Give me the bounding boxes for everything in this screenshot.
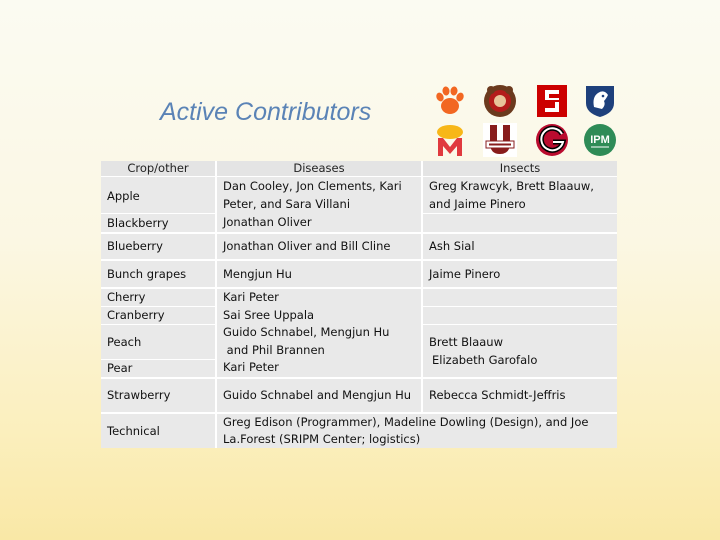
crop-peach: Peach [101,325,215,359]
clemson-paw-logo [432,83,468,119]
insects-pear: Elizabeth Garofalo [432,353,538,367]
nc-state-logo [534,83,570,119]
diseases-cherry-to-pear [217,289,421,377]
header-crop: Crop/other [101,161,215,176]
insects-blueberry: Ash Sial [423,234,617,259]
insects-peach-pear [423,325,617,377]
insects-blackberry [423,214,617,232]
umass-logo [482,122,518,158]
insects-apple [423,177,617,213]
crop-bunch-grapes: Bunch grapes [101,261,215,287]
insects-bunch-grapes: Jaime Pinero [423,261,617,287]
header-diseases: Diseases [217,161,421,176]
diseases-cherry: Kari Peter [223,290,279,304]
ipm-logo-text: IPM [590,134,610,146]
diseases-apple-line-1: Dan Cooley, Jon Clements, Kari [223,179,402,193]
insects-apple-line-1: Greg Krawcyk, Brett Blaauw, [429,179,594,193]
contributors-table [101,161,617,448]
diseases-peach-line-1: Guido Schnabel, Mengjun Hu [223,325,390,339]
georgia-logo [534,122,570,158]
crop-blackberry: Blackberry [101,214,215,232]
cornell-bear-logo [482,83,518,119]
insects-peach: Brett Blaauw [429,335,503,349]
ipm-logo [582,122,618,158]
penn-state-lion-logo [582,83,618,119]
crop-cherry: Cherry [101,289,215,306]
diseases-blueberry: Jonathan Oliver and Bill Cline [217,234,421,259]
diseases-blackberry: Jonathan Oliver [223,215,312,229]
header-insects: Insects [423,161,617,176]
maryland-terrapin-logo [432,122,468,158]
crop-apple: Apple [101,177,215,213]
insects-strawberry: Rebecca Schmidt-Jeffris [423,379,617,412]
insects-cherry [423,289,617,306]
crop-blueberry: Blueberry [101,234,215,259]
technical-details-line-2: La.Forest (SRIPM Center; logistics) [223,432,421,446]
crop-strawberry: Strawberry [101,379,215,412]
technical-details-line-1: Greg Edison (Programmer), Madeline Dowling (Design), and Joe [223,415,589,429]
crop-cranberry: Cranberry [101,307,215,324]
diseases-peach-line-2: and Phil Brannen [223,342,325,357]
diseases-pear: Kari Peter [223,360,279,374]
insects-cranberry [423,307,617,324]
insects-apple-line-2: and Jaime Pinero [429,197,526,211]
diseases-apple-line-2: Peter, and Sara Villani [223,197,351,211]
crop-pear: Pear [101,360,215,377]
diseases-cranberry: Sai Sree Uppala [223,307,315,322]
diseases-strawberry: Guido Schnabel and Mengjun Hu [217,379,421,412]
diseases-apple-blackberry [217,177,421,232]
crop-technical: Technical [101,414,215,448]
page-title: Active Contributors [160,98,372,126]
technical-details [217,414,617,448]
diseases-bunch-grapes: Mengjun Hu [217,261,421,287]
